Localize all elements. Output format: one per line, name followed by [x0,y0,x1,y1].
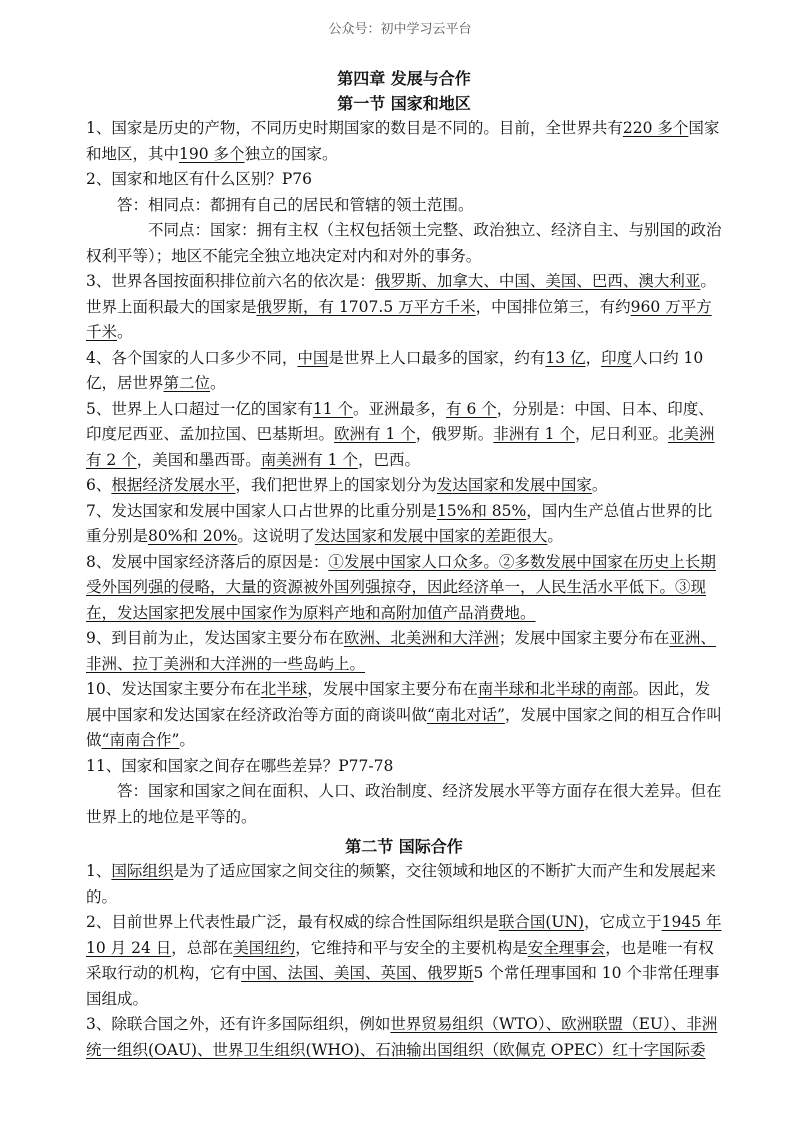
paragraph-2-1 [86,859,722,910]
text: ，巴西。 [357,450,420,469]
answer-1-2a: 答：相同点：都拥有自己的居民和管辖的领土范围。 [117,195,474,214]
text: ，中国排位第三，有约 [475,297,631,316]
text: 4、各个国家的人口多少不同， [86,348,298,367]
text: 3、除联合国之外，还有许多国际组织，例如 [86,1015,391,1033]
page-header: 公众号：初中学习云平台 [328,22,472,37]
text: 6、 [86,476,112,494]
paragraph-1-4 [86,346,722,397]
paragraph-1-10 [86,677,722,754]
text: ，发展中国家之间的相互合作叫做 [86,705,722,749]
underlined-answer: ①发展中国家人口众多。②多数发展中国家在历史上长期受外国列强的侵略，大量的资源被外国列强掠夺，因此经济单一，人民生活水平低下。③现在，发达国家把发展中国家作为原料产地和高附加值产品消费地。 [86,552,716,622]
text: 独立的国家。 [244,144,338,163]
text: 人口约 10 亿，居世界 [86,348,704,392]
text: ， [585,348,602,367]
text: ，我们把世界上的国家划分为 [235,476,437,494]
underlined-answer: 80%和 20% [148,527,238,545]
underlined-answer: 印度 [601,348,633,367]
underlined-answer: 北半球 [260,680,308,698]
text: 10、发达国家主要分布在 [86,680,261,698]
underlined-answer: 南半球和北半球的南部 [477,680,633,698]
underlined-answer: 根据经济发展水平 [111,476,236,494]
underlined-answer: 中国 [297,348,329,367]
text: ；发展中国家主要分布在 [498,629,670,647]
underlined-answer: 11 个 [312,399,354,418]
paragraph-1-6 [86,473,722,499]
underlined-answer: 220 多个 [622,119,689,137]
text: ，也是唯一有权采取行动的机构，它有 [86,938,714,982]
chapter-title: 第四章 发展与合作 [337,69,471,88]
underlined-answer: 第二位 [163,374,211,392]
text: 。 [591,476,608,494]
text: ，分别是：中国、日本、印度、印度尼西亚、孟加拉国、巴基斯坦。 [86,399,714,443]
underlined-answer: 安全理事会 [527,938,606,957]
text: 。 [547,527,563,545]
paragraph-1-1 [86,116,722,167]
text: 1、 [86,862,112,880]
section-title-1: 第一节 国家和地区 [337,94,471,113]
answer-1-2b: 不同点：国家：拥有主权（主权包括领土完整、政治独立、经济自主、与别国的政治权利平等）；地区不能完全独立地决定对内和对外的事务。 [86,221,722,265]
text: 7、发达国家和发展中国家人口占世界的比重分别是 [86,501,437,520]
answer-1-11: 答：国家和国家之间在面积、人口、政治制度、经济发展水平等方面存在很大差异。但在世界上的地位是平等的。 [86,782,722,826]
underlined-answer: 中国、法国、美国、英国、俄罗斯 [241,964,474,982]
underlined-answer: 美国纽约 [233,938,296,957]
underlined-answer: 13 亿 [545,348,586,367]
underlined-answer: 亚洲、非洲、拉丁美洲和大洋洲的一些岛屿上。 [86,629,716,673]
text: 3、世界各国按面积排位前六名的依次是： [86,272,375,290]
text: ，发展中国家主要分布在 [307,680,478,698]
paragraph-1-9 [86,626,722,677]
text: 5 个常任理事国和 10 个非常任理事国组成。 [86,964,720,1008]
paragraph-1-8 [86,550,722,627]
text: ，它维持和平与安全的主要机构是 [295,938,528,957]
text: 是为了适应国家之间交往的频繁，交往领域和地区的不断扩大而产生和发展起来的。 [86,862,716,906]
text: ，俄罗斯。 [415,425,494,443]
paragraph-2-2 [86,910,722,1012]
text: 5、世界上人口超过一亿的国家有 [86,399,313,418]
text: ，国内生产总值占世界的比重分别是 [86,501,713,545]
text: ，总部在 [171,938,234,957]
underlined-answer: “南北对话” [427,705,505,724]
underlined-answer: 欧洲、北美洲和大洋洲 [343,629,499,647]
underlined-answer: 北美洲有 2 个 [86,425,715,469]
underlined-answer: 南美洲有 1 个 [260,450,358,469]
text: 。世界上面积最大的国家是 [86,272,716,316]
text: 。 [117,323,133,341]
underlined-answer: 非洲有 1 个 [493,425,575,443]
text: ，美国和墨西哥。 [136,450,261,469]
underlined-answer: 发达国家和发展中国家的差距很大 [314,527,548,545]
paragraph-1-7 [86,499,722,550]
underlined-answer: 15%和 85% [436,501,527,520]
text: ，尼日利亚。 [574,425,668,443]
paragraph-1-3 [86,269,722,346]
paragraph-1-2: 2、国家和地区有什么区别？P76 [86,170,313,188]
underlined-answer: 发达国家和发展中国家 [436,476,592,494]
text: ，它成立于 [584,913,662,931]
underlined-answer: “南南合作” [101,731,180,749]
text: 国家和地区，其中 [86,119,720,163]
text: 。 [179,731,195,749]
underlined-answer: 1945 年 10 月 24 日 [86,913,722,957]
text: 9、到目前为止，发达国家主要分布在 [86,629,344,647]
text: 。 [210,374,226,392]
document-body [86,66,722,1063]
underlined-answer: 960 万平方千米 [86,297,712,341]
underlined-answer: 世界贸易组织（WTO）、欧洲联盟（EU）、非洲统一组织(OAU)、世界卫生组织(WHO)、石油输出国组织（欧佩克 OPEC）红十字国际委 [86,1015,718,1059]
underlined-answer: 俄罗斯，有 1707.5 万平方千米 [256,297,476,316]
text: 是世界上人口最多的国家，约有 [328,348,546,367]
paragraph-1-5 [86,397,722,474]
underlined-answer: 联合国(UN) [498,913,585,931]
text: 8、发展中国家经济落后的原因是： [86,552,329,571]
paragraph-2-3 [86,1012,722,1063]
text: 1、国家是历史的产物，不同历史时期国家的数目是不同的。目前，全世界共有 [86,119,623,137]
underlined-answer: 俄罗斯、加拿大、中国、美国、巴西、澳大利亚 [374,272,701,290]
underlined-answer: 有 6 个 [446,399,497,418]
underlined-answer: 国际组织 [111,862,174,880]
text: 。亚洲最多， [353,399,447,418]
paragraph-1-11: 11、国家和国家之间存在哪些差异？P77-78 [86,756,394,775]
underlined-answer: 欧洲有 1 个 [334,425,416,443]
text: 2、目前世界上代表性最广泛，最有权威的综合性国际组织是 [86,913,499,931]
section-title-2: 第二节 国际合作 [345,837,463,856]
text: 。这说明了 [237,527,315,545]
underlined-answer: 190 多个 [179,144,245,163]
text: 。因此，发展中国家和发达国家在经济政治等方面的商谈叫做 [86,680,711,724]
